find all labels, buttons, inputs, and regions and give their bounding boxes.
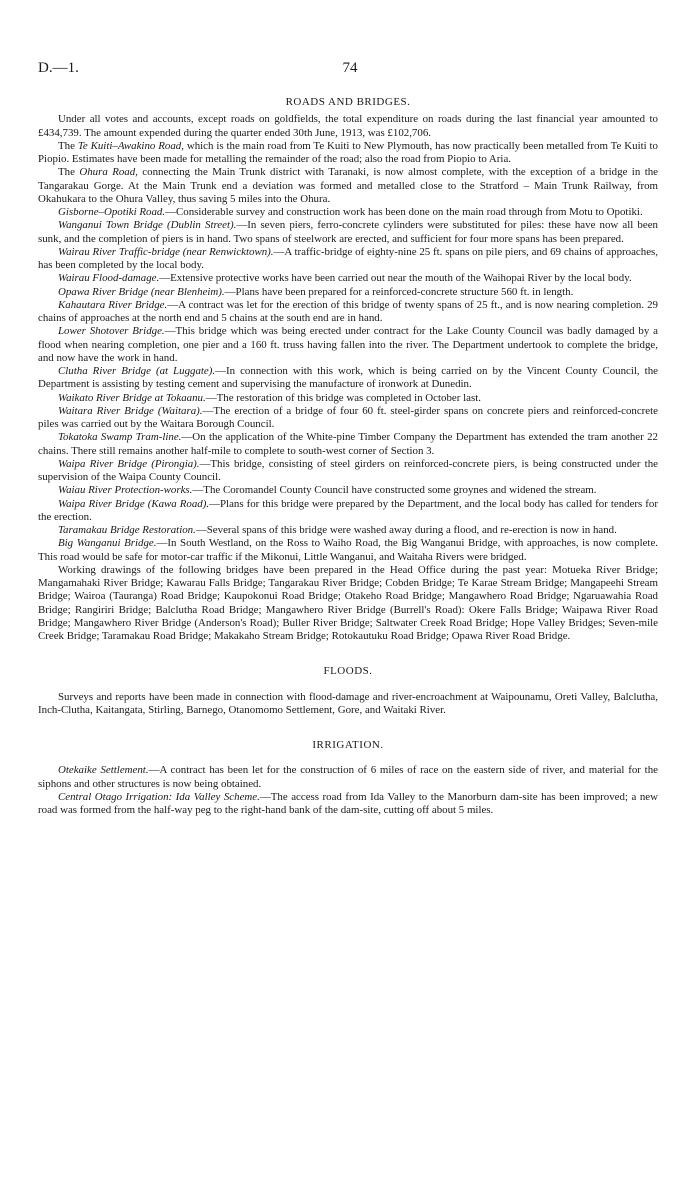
paragraph-body: —A contract was let for the erection of this bridge of twenty spans of 25 ft., and is now nearing completion. 29 chains of approaches at the north end and 5 chains at the south end are in hand. (38, 298, 658, 324)
paragraph-title: Wanganui Town Bridge (Dublin Street). (58, 219, 237, 232)
irrigation-paragraph (38, 764, 658, 791)
paragraph-title: Te Kuiti–Awakino Road, (77, 139, 184, 152)
paragraph-body: which is the main road from Te Kuiti to New Plymouth, has now practically been metalled from Te Kuiti to Piopio. Estimates have been made for metalling the remainder of the road; also the road from Piopio to Aria. (38, 139, 659, 165)
roads-paragraph (38, 246, 658, 273)
paragraph-title: Central Otago Irrigation: Ida Valley Scheme. (58, 790, 260, 803)
paragraph-body: —This bridge which was being erected under contract for the Lake County Council was badly damaged by a flood when nearing completion, one pier and a 160 ft. truss having fallen into the river. The Department undertook to complete the bridge, and now have the work in hand. (38, 325, 658, 364)
roads-paragraph (38, 286, 658, 299)
roads-paragraph (38, 219, 658, 246)
paragraph-body: —Several spans of this bridge were washed away during a flood, and re-erection is now in hand. (195, 524, 617, 536)
paragraph-title: Tokatoka Swamp Tram-line. (58, 431, 182, 444)
paragraph-body: —The erection of a bridge of four 60 ft. steel-girder spans on concrete piers and reinforced-concrete piles was carried out by the Waitara Borough Council. (38, 404, 658, 430)
section-title-irrigation: IRRIGATION. (312, 739, 384, 751)
paragraph-body: —The access road from Ida Valley to the Manorburn dam-site has been improved; a new road was formed from the half-way peg to the right-hand bank of the dam-site, cutting off about 5 miles. (38, 790, 658, 816)
paragraph-title: Ohura Road, (79, 166, 138, 179)
paragraph-body: —Plans for this bridge were prepared by the Department, and the local body has called for tenders for the erection. (38, 497, 658, 523)
paragraph-body: —Considerable survey and construction work has been done on the main road through from Motu to Opotiki. (165, 206, 643, 218)
paragraph-title: Clutha River Bridge (at Luggate). (58, 365, 216, 377)
paragraph-title: Waipa River Bridge (Kawa Road). (58, 497, 210, 510)
roads-paragraph (38, 365, 658, 392)
paragraph-title: Taramakau Bridge Restoration. (58, 524, 196, 536)
paragraph-title: Wairau Flood-damage. (58, 272, 160, 285)
paragraph-body: Working drawings of the following bridges have been prepared in the Head Office during the past year: Motueka River Bridge; Mangamahaki River Bridge; Kawarau Falls Bridge; Tangarakau River Bridge; Cobden Bridge; Te Karae Stream Bridge; Mangapeehi Stream Bridge; Wairoa (Tauranga) Road Bridge; Kaupokonui Road Bridge; Otakeho Road Bridge; Mangawhero Road Bridge; Ngaruawahia Road Bridge; Rangiriri Bridge; Balclutha Road Bridge; Mangawhero River Bridge (Burrell's Road): Okere Falls Bridge; Waipawa River Road Bridge; Mangawhero River Bridge (Anderson's Road); Buller River Bridge; Saltwater Creek Road Bridge; Hope Valley Bridges; Seven-mile Creek Bridge; Taramakau Road Bridge; Makakaho Stream Bridge; Rotokautuku Road Bridge; Opawa River Road Bridge. (38, 563, 658, 642)
paragraph-body: —In connection with this work, which is being carried on by the Vincent County Council, the Department is assisting by testing cement and supervising the manufacture of ironwork at Dunedin. (38, 365, 658, 391)
paragraph-body: —Extensive protective works have been carried out near the mouth of the Waihopai River by the local body. (159, 272, 632, 285)
section-title-floods: FLOODS. (323, 665, 373, 678)
paragraph-title: Waitara River Bridge (Waitara). (58, 404, 203, 417)
paragraph-lead: The (58, 166, 80, 179)
paragraph-body: —In South Westland, on the Ross to Waiho Road, the Big Wanganui Bridge, with approaches, is now complete. This road would be safe for motor-car traffic if the Mikonui, Little Wanganui, and Waitaha Rivers were bridged. (38, 537, 659, 563)
roads-paragraph (38, 564, 658, 644)
paragraph-body: —In seven piers, ferro-concrete cylinders were substituted for piles: these have now all been sunk, and the completion of piers is in hand. Two spans of steelwork are erected, and sufficient for four more spans has been prepared. (38, 219, 658, 245)
paragraph-title: Opawa River Bridge (near Blenheim). (58, 285, 225, 298)
paragraph-title: Otekaike Settlement. (58, 764, 149, 777)
paragraph-title: Lower Shotover Bridge. (58, 325, 165, 338)
paragraph-body: —Plans have been prepared for a reinforced-concrete structure 560 ft. in length. (224, 285, 574, 298)
roads-paragraph (38, 524, 658, 537)
roads-paragraph (38, 299, 658, 326)
roads-paragraph (38, 537, 658, 564)
roads-paragraph (38, 325, 658, 365)
roads-paragraph (38, 140, 658, 167)
roads-paragraph (38, 166, 658, 206)
paragraph-body: —This bridge, consisting of steel girders on reinforced-concrete piers, is being constructed under the supervision of the Waipa County Council. (38, 457, 658, 483)
page-number: 74 (342, 60, 358, 76)
roads-paragraph (38, 392, 658, 405)
paragraph-body: —A traffic-bridge of eighty-nine 25 ft. spans on pile piers, and 69 chains of approaches, has been completed by the local body. (38, 245, 659, 271)
roads-paragraph (38, 484, 658, 497)
roads-paragraph-list (38, 140, 658, 644)
roads-paragraph (38, 498, 658, 525)
page-content (38, 96, 658, 817)
section-title-roads: ROADS AND BRIDGES. (285, 96, 411, 108)
paragraph-body: —On the application of the White-pine Timber Company the Department has extended the tram another 22 chains. There still remains another half-mile to complete to south-west corner of Section 3. (38, 431, 659, 457)
page-header (38, 60, 662, 80)
paragraph-body: —A contract has been let for the construction of 6 miles of race on the eastern side of river, and material for the siphons and other structures is now being obtained. (38, 764, 658, 790)
paragraph-title: Big Wanganui Bridge. (58, 537, 157, 550)
paragraph-title: Waipa River Bridge (Pirongia). (58, 457, 200, 470)
roads-paragraph (38, 431, 658, 458)
roads-paragraph (38, 458, 658, 485)
irrigation-paragraph-list (38, 764, 658, 817)
paragraph-title: Waikato River Bridge at Tokaanu. (58, 391, 206, 404)
roads-paragraph (38, 206, 658, 219)
roads-intro-paragraph: Under all votes and accounts, except roads on goldfields, the total expenditure on roads during the last financial year amounted to £434,739. The amount expended during the quarter ended 30th June, 1913, was £102,706. (38, 113, 658, 139)
paragraph-title: Kahautara River Bridge. (58, 298, 168, 311)
roads-paragraph (38, 405, 658, 432)
paragraph-body: —The restoration of this bridge was completed in October last. (205, 391, 481, 404)
paragraph-title: Wairau River Traffic-bridge (near Renwicktown). (58, 245, 274, 258)
paragraph-title: Gisborne–Opotiki Road. (58, 206, 166, 218)
paragraph-body: —The Coromandel County Council have constructed some groynes and widened the stream. (192, 484, 597, 497)
irrigation-paragraph (38, 791, 658, 818)
paragraph-title: Waiau River Protection-works. (58, 484, 193, 497)
roads-paragraph (38, 272, 658, 285)
floods-paragraph: Surveys and reports have been made in connection with flood-damage and river-encroachment at Waipounamu, Oreti Valley, Balclutha, Inch-Clutha, Kaitangata, Stirling, Barnego, Otanomomo Settlement, Gore, and Waitaki River. (38, 690, 658, 716)
paragraph-lead: The (58, 139, 78, 152)
document-reference: D.—1. (38, 60, 79, 76)
paragraph-body: connecting the Main Trunk district with Taranaki, is now almost complete, with the exception of a bridge in the Tangarakau Gorge. At the Main Trunk end a deviation was formed and metalled close to the Stratford – Main Trunk Railway, from Okahukara to the Ohura Valley, thus saving 5 miles into the Ohura. (38, 166, 658, 205)
